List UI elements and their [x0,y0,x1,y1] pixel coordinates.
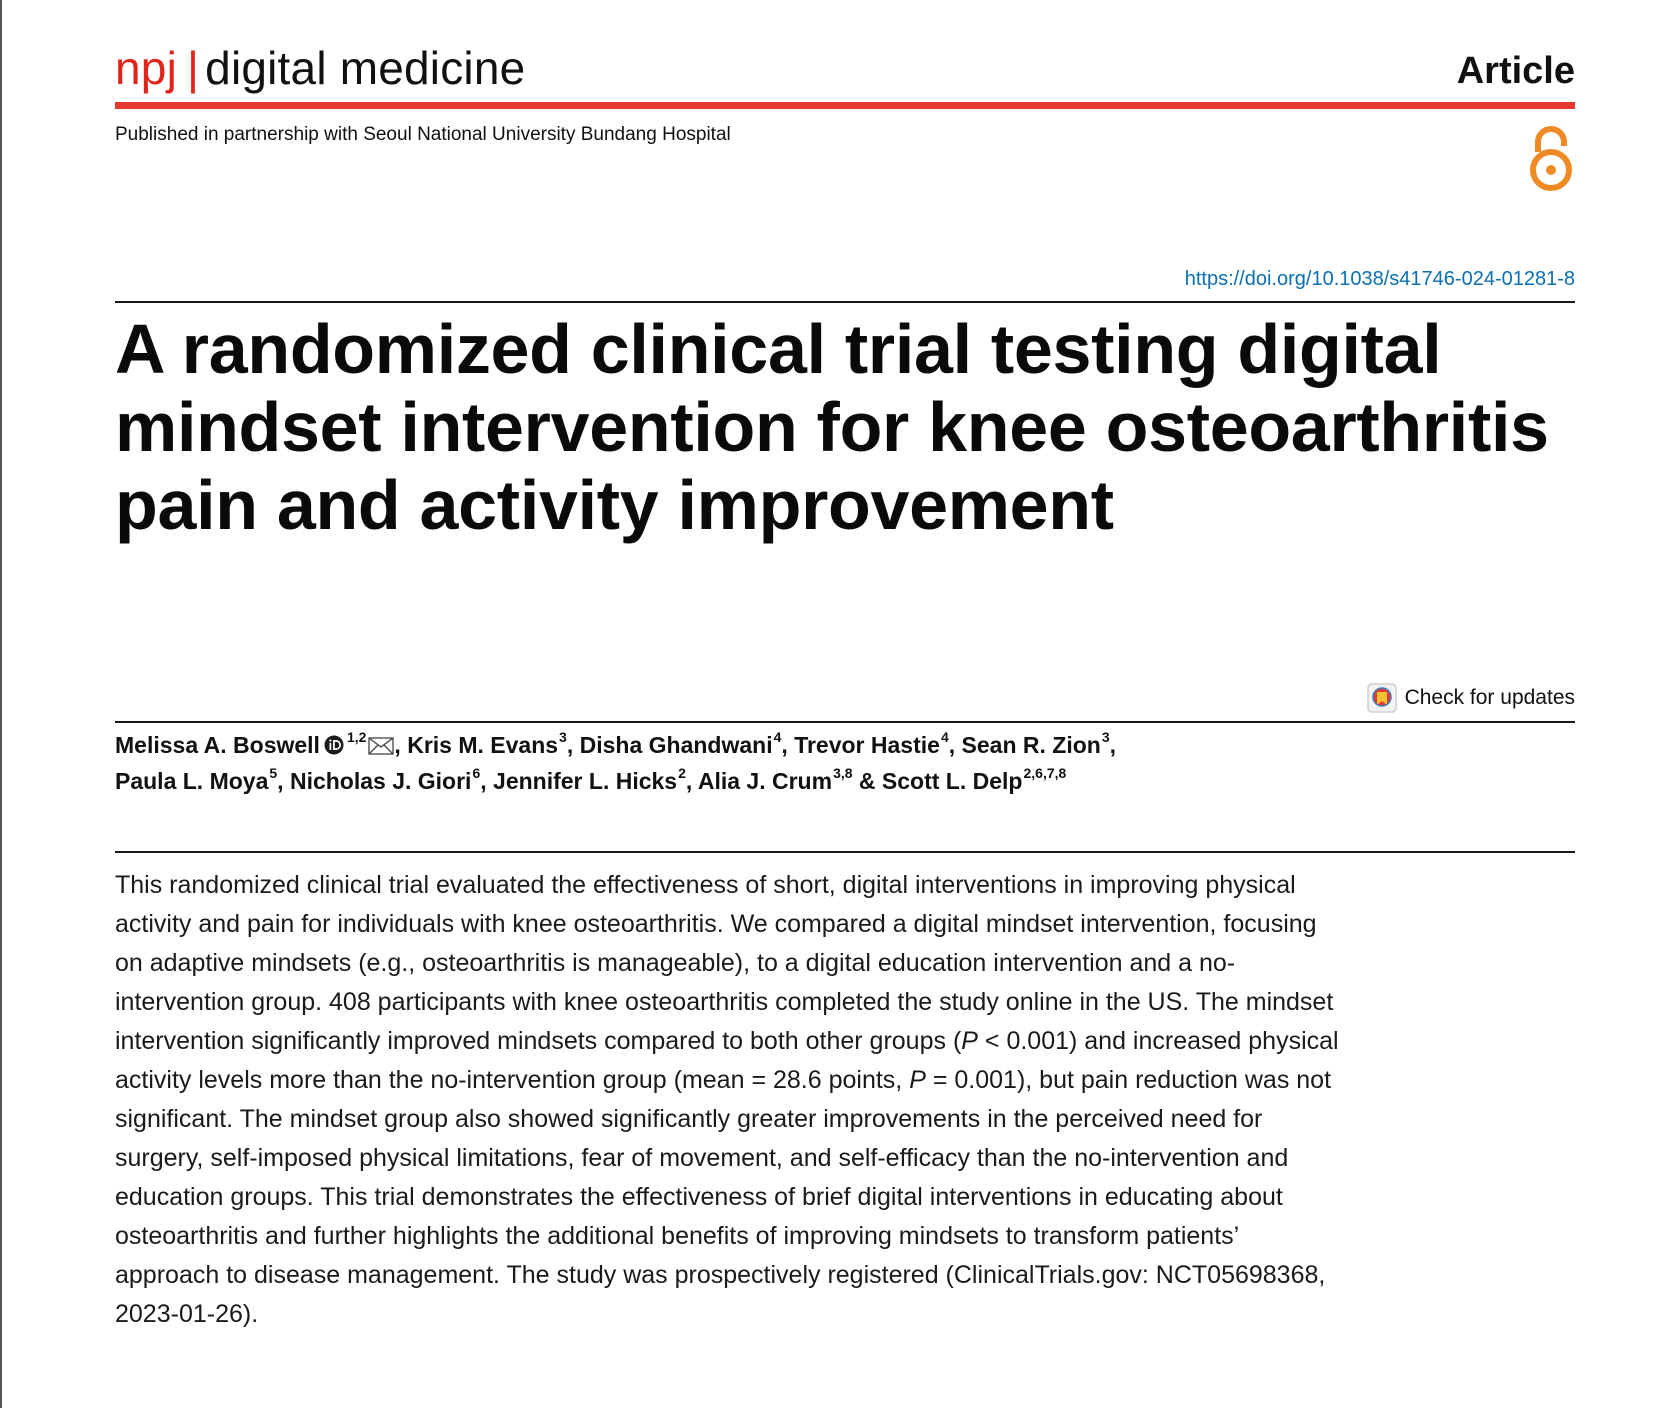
author-name[interactable]: Alia J. Crum [697,768,833,794]
crossmark-icon [1367,683,1397,713]
author-name[interactable]: Scott L. Delp [881,768,1023,794]
author-separator: , [1109,732,1116,758]
doi-link[interactable]: https://doi.org/10.1038/s41746-024-01281-8 [1184,268,1575,290]
check-for-updates-button[interactable] [1367,681,1575,715]
abstract-top-rule [115,851,1575,853]
author-name[interactable]: Kris M. Evans [407,732,559,758]
author-name[interactable]: Melissa A. Boswell [115,732,320,758]
abstract-text [115,866,1345,1334]
author-affiliation: 1,2 [346,729,367,746]
author-name[interactable]: Disha Ghandwani [579,732,773,758]
abstract-part-2: < 0.001) and increased physical activity levels more than the no-intervention group (mean = 28.6 points, [115,1027,1339,1094]
author-separator: , [781,732,795,758]
author-name[interactable]: Jennifer L. Hicks [493,768,678,794]
abstract-part-1: This randomized clinical trial evaluated the effectiveness of short, digital interventions in improving physical activity and pain for individuals with knee osteoarthritis. We compared a digital mindset intervention, focusing on adaptive mindsets (e.g., osteoarthritis is manageable), to a digital education intervention and a no-intervention group. 408 participants with knee osteoarthritis completed the study online in the US. The mindset intervention significantly improved mindsets compared to both other groups ( [115,871,1334,1055]
author-affiliation: 5 [269,765,278,782]
orcid-icon[interactable] [324,729,344,749]
abstract-part-3: = 0.001), but pain reduction was not significant. The mindset group also showed significantly greater improvements in the perceived need for surgery, self-imposed physical limitations, fear of movement, and self-efficacy than the no-intervention and education groups. This trial demonstrates the effectiveness of brief digital interventions in educating about osteoarthritis and further highlights the additional benefits of improving mindsets to transform patients’ approach to disease management. The study was prospectively registered (ClinicalTrials.gov: NCT05698368, 2023-01-26). [115,1066,1332,1328]
author-name[interactable]: Nicholas J. Giori [289,768,472,794]
author-affiliation: 3 [559,729,567,746]
journal-logo[interactable] [115,38,525,98]
author-affiliation: 2 [678,765,686,782]
journal-brand: npj [115,42,177,94]
author-name[interactable]: Sean R. Zion [961,732,1101,758]
author-separator: , [566,732,580,758]
author-affiliation: 4 [773,729,782,746]
header-red-rule [115,102,1575,109]
author-separator: & [852,768,882,794]
authors-top-rule [115,721,1575,723]
journal-header [115,38,1575,98]
journal-title: digital medicine [205,42,526,94]
author-affiliation: 3 [1101,729,1110,746]
author-affiliation: 4 [940,729,949,746]
author-name[interactable]: Trevor Hastie [794,732,940,758]
author-separator: , [394,732,408,758]
email-icon[interactable] [368,729,394,747]
author-affiliation: 3,8 [833,765,853,782]
p-value-symbol: P [961,1027,978,1055]
author-name[interactable]: Paula L. Moya [115,768,269,794]
author-affiliation: 6 [472,765,481,782]
check-for-updates-label: Check for updates [1404,686,1575,709]
author-list [115,727,1575,799]
journal-separator: | [187,42,200,94]
title-top-rule [115,301,1575,303]
author-separator: , [948,732,962,758]
article-type-label: Article [1456,50,1575,92]
author-affiliation: 2,6,7,8 [1023,765,1067,782]
author-separator: , [480,768,494,794]
article-title: A randomized clinical trial testing digital mindset intervention for knee osteoarthritis pain and activity improvement [115,310,1549,544]
open-access-lock-icon [1527,122,1575,194]
p-value-symbol: P [909,1066,926,1094]
author-separator: , [685,768,698,794]
author-separator: , [277,768,290,794]
partnership-statement: Published in partnership with Seoul National University Bundang Hospital [115,124,731,145]
